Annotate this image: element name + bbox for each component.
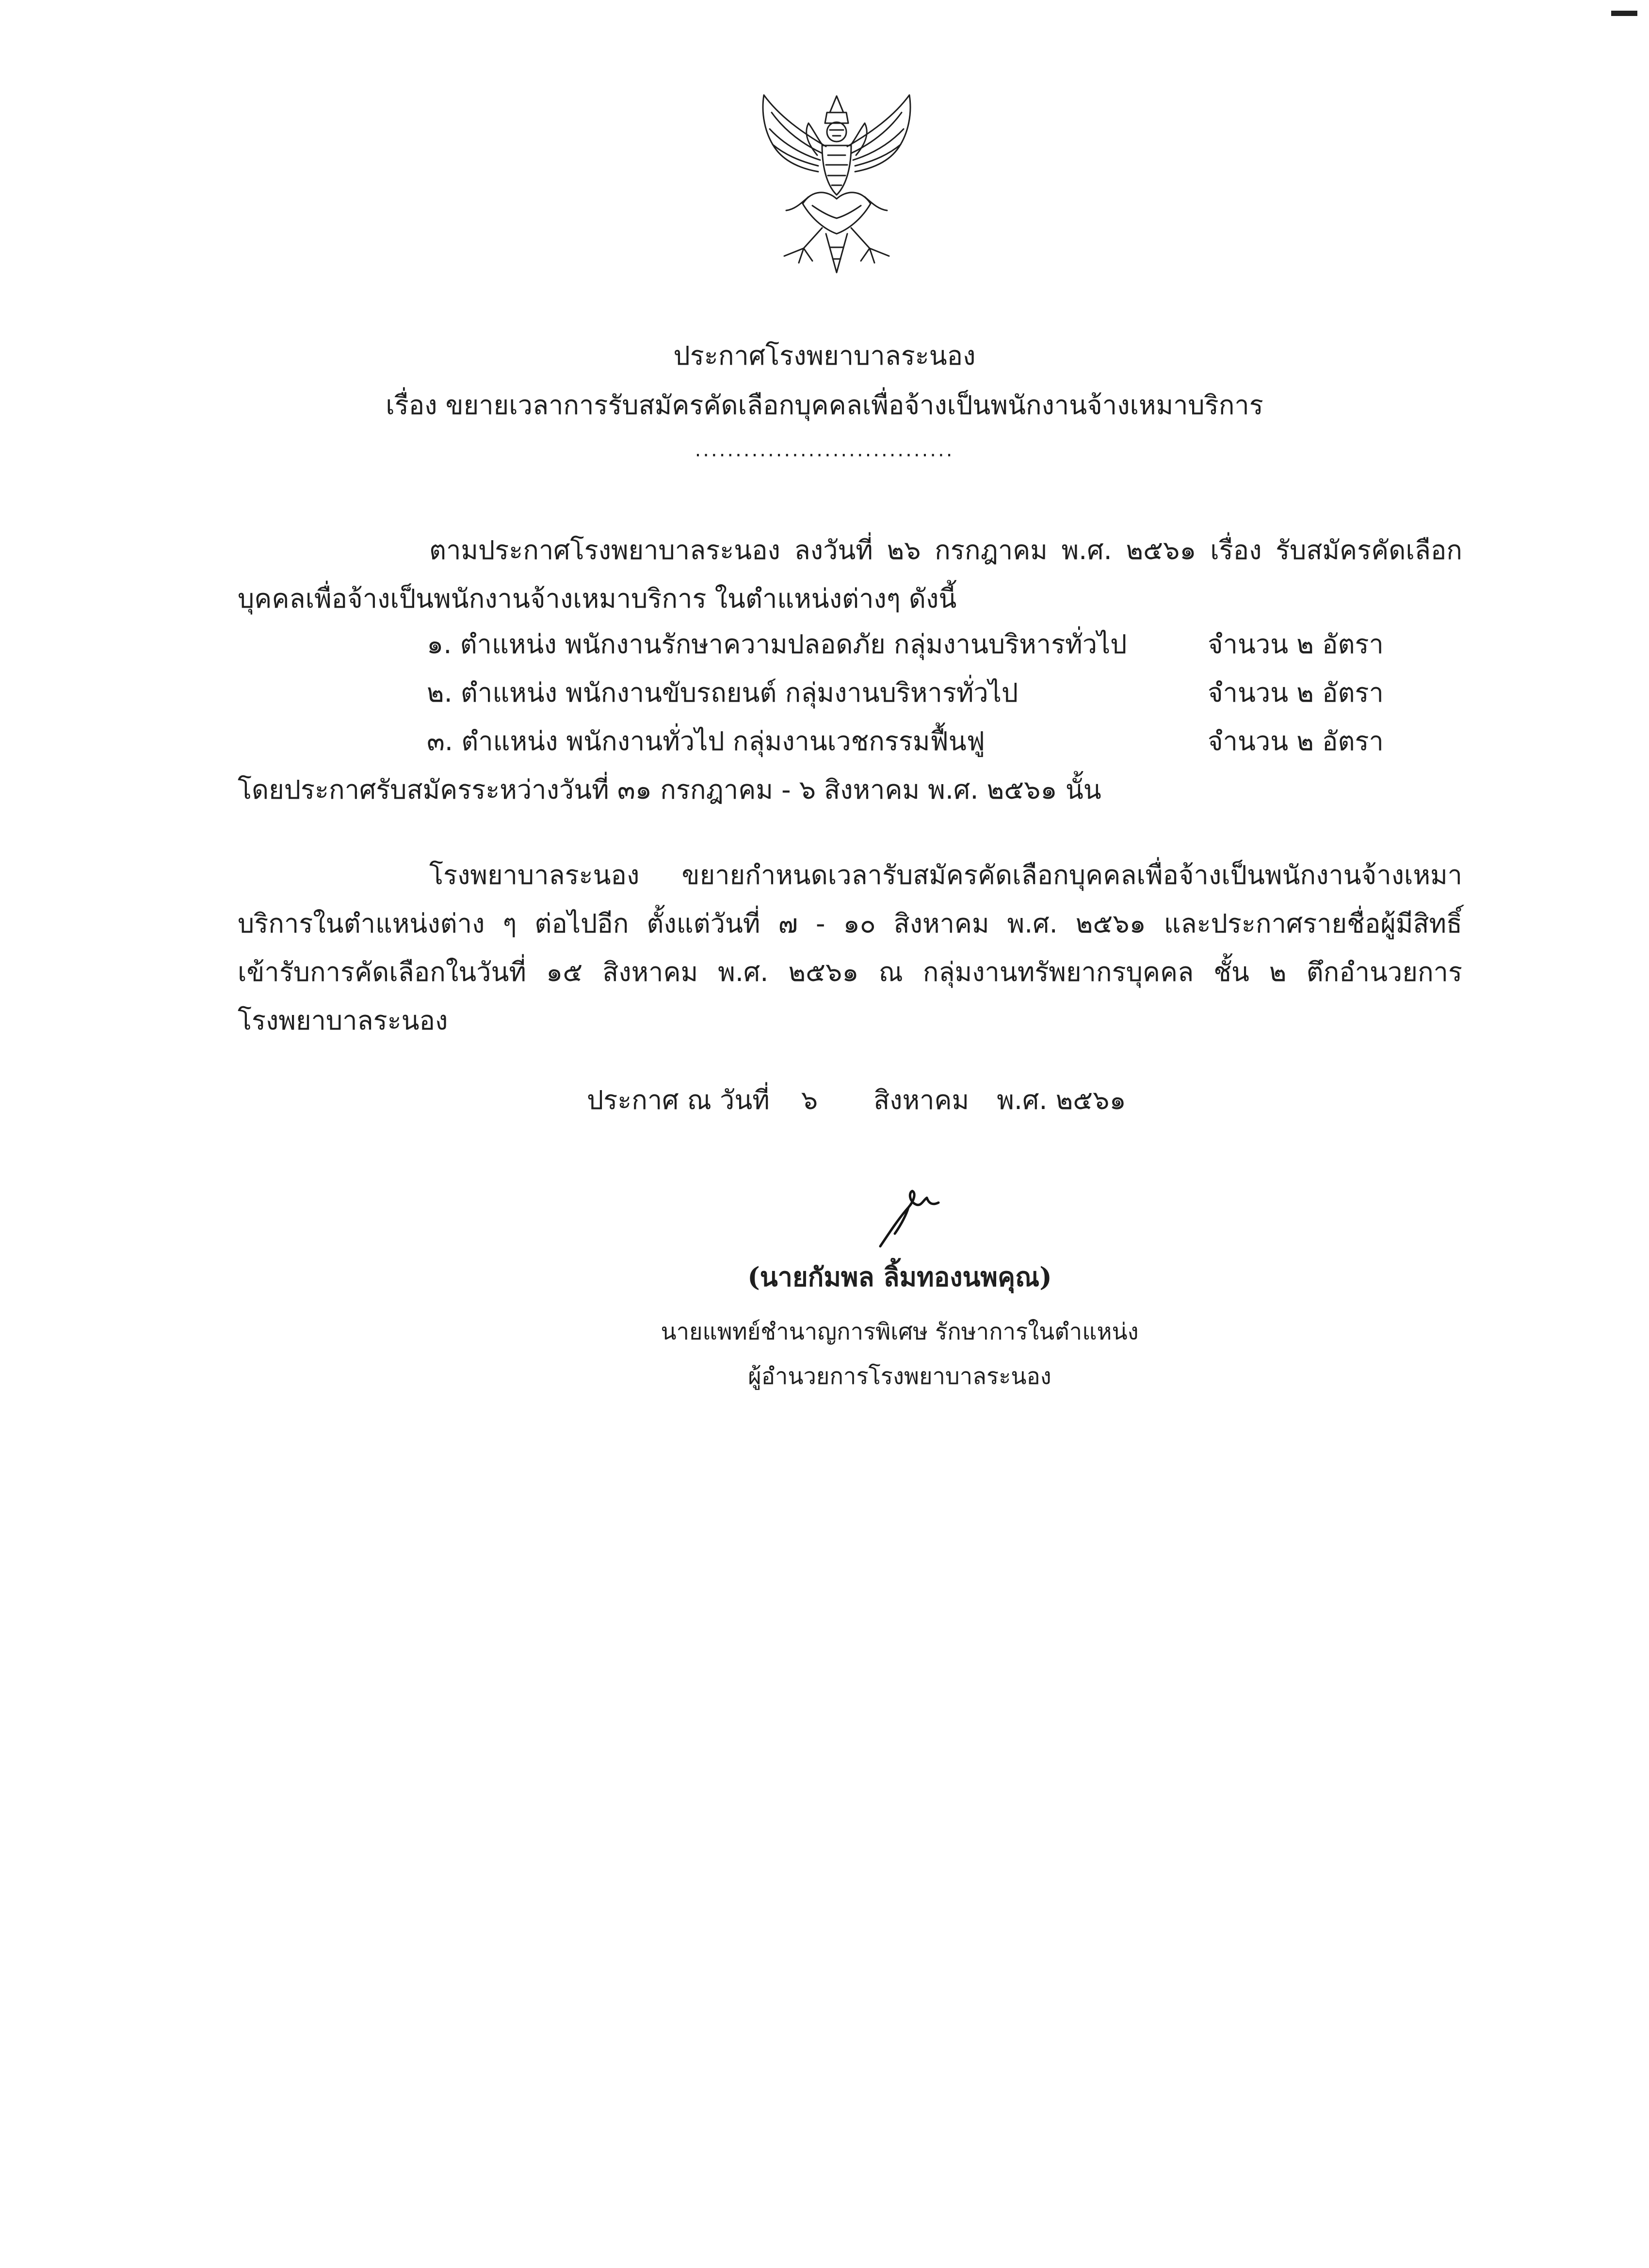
position-count: จำนวน ๒ อัตรา xyxy=(1208,677,1384,708)
announcement-year: พ.ศ. ๒๕๖๑ xyxy=(997,1085,1126,1115)
garuda-emblem-icon xyxy=(744,82,929,286)
position-count: จำนวน ๒ อัตรา xyxy=(1208,629,1384,659)
document-subject: เรื่อง ขยายเวลาการรับสมัครคัดเลือกบุคคลเพื่อจ้างเป็นพนักงานจ้างเหมาบริการ xyxy=(386,390,1263,420)
intro-line-2: บุคคลเพื่อจ้างเป็นพนักงานจ้างเหมาบริการ ในตำแหน่งต่างๆ ดังนี้ xyxy=(238,583,957,614)
announcement-month: สิงหาคม xyxy=(873,1085,970,1115)
extension-line-2: บริการในตำแหน่งต่าง ๆ ต่อไปอีก ตั้งแต่วันที่ ๗ - ๑๐ สิงหาคม พ.ศ. ๒๕๖๑ และประกาศรายชื่อผู้มีสิทธิ์ xyxy=(238,908,1462,939)
announcement-date xyxy=(587,1079,1126,1121)
handwritten-signature-icon xyxy=(866,1174,963,1256)
position-item xyxy=(427,672,1384,713)
intro-paragraph xyxy=(238,526,1462,623)
announcement-prefix: ประกาศ ณ วันที่ xyxy=(587,1085,770,1115)
page-corner-mark xyxy=(1611,11,1637,16)
extension-line-1: โรงพยาบาลระนอง ขยายกำหนดเวลารับสมัครคัดเลือกบุคคลเพื่อจ้างเป็นพนักงานจ้างเหมา xyxy=(429,860,1462,890)
position-count: จำนวน ๒ อัตรา xyxy=(1208,726,1384,756)
intro-line-1: ตามประกาศโรงพยาบาลระนอง ลงวันที่ ๒๖ กรกฎาคม พ.ศ. ๒๕๖๑ เรื่อง รับสมัครคัดเลือก xyxy=(429,535,1462,565)
title-separator: ................................ xyxy=(695,439,954,461)
signer-title: นายแพทย์ชำนาญการพิเศษ รักษาการในตำแหน่ง xyxy=(661,1319,1139,1345)
position-text: ๒. ตำแหน่ง พนักงานขับรถยนต์ กลุ่มงานบริหารทั่วไป xyxy=(427,677,1018,708)
signer-organization: ผู้อำนวยการโรงพยาบาลระนอง xyxy=(748,1363,1051,1390)
signer-name: (นายกัมพล ลิ้มทองนพคุณ) xyxy=(747,1261,1052,1292)
extension-paragraph xyxy=(238,851,1462,1045)
position-item xyxy=(427,623,1384,665)
position-text: ๓. ตำแหน่ง พนักงานทั่วไป กลุ่มงานเวชกรรมฟื้นฟู xyxy=(427,726,985,756)
position-text: ๑. ตำแหน่ง พนักงานรักษาความปลอดภัย กลุ่มงานบริหารทั่วไป xyxy=(427,629,1127,659)
announcement-day: ๖ xyxy=(801,1085,818,1115)
application-period: โดยประกาศรับสมัครระหว่างวันที่ ๓๑ กรกฎาคม - ๖ สิงหาคม พ.ศ. ๒๕๖๑ นั้น xyxy=(238,774,1101,805)
extension-line-4: โรงพยาบาลระนอง xyxy=(238,1005,448,1036)
document-title: ประกาศโรงพยาบาลระนอง xyxy=(673,340,976,371)
extension-line-3: เข้ารับการคัดเลือกในวันที่ ๑๕ สิงหาคม พ.ศ. ๒๕๖๑ ณ กลุ่มงานทรัพยากรบุคคล ชั้น ๒ ตึกอำนวยการ xyxy=(238,957,1462,987)
position-item xyxy=(427,720,1384,762)
